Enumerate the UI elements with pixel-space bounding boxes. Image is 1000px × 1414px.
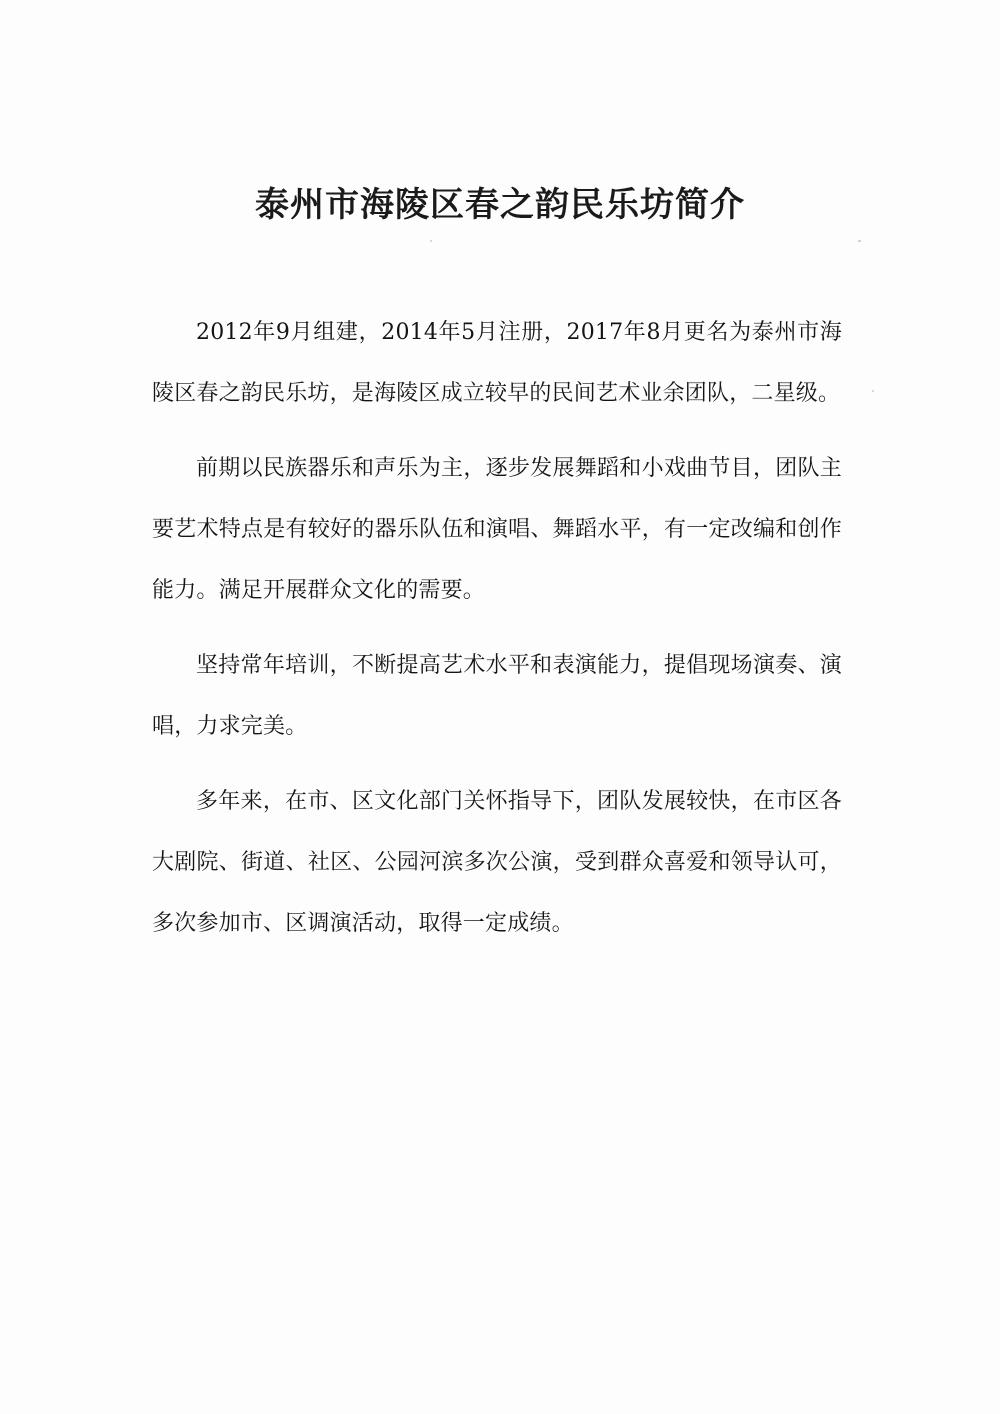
paragraph-training: 坚持常年培训，不断提高艺术水平和表演能力，提倡现场演奏、演唱，力求完美。 [152,653,842,739]
paragraph-performances: 多年来，在市、区文化部门关怀指导下，团队发展较快，在市区各大剧院、街道、社区、公园河滨多次公演，受到群众喜爱和领导认可，多次参加市、区调演活动，取得一定成绩。 [152,789,842,936]
document-title: 泰州市海陵区春之韵民乐坊简介 [255,185,745,225]
scan-speck [872,390,874,392]
paragraph-founding: 2012年9月组建，2014年5月注册，2017年8月更名为泰州市海陵区春之韵民乐坊，是海陵区成立较早的民间艺术业余团队，二星级。 [152,320,842,406]
scan-speck [430,240,432,242]
paragraph-artistic-features: 前期以民族器乐和声乐为主，逐步发展舞蹈和小戏曲节目，团队主要艺术特点是有较好的器乐队伍和演唱、舞蹈水平，有一定改编和创作能力。满足开展群众文化的需要。 [152,456,842,603]
scan-speck [858,240,861,242]
document-body [152,302,842,968]
